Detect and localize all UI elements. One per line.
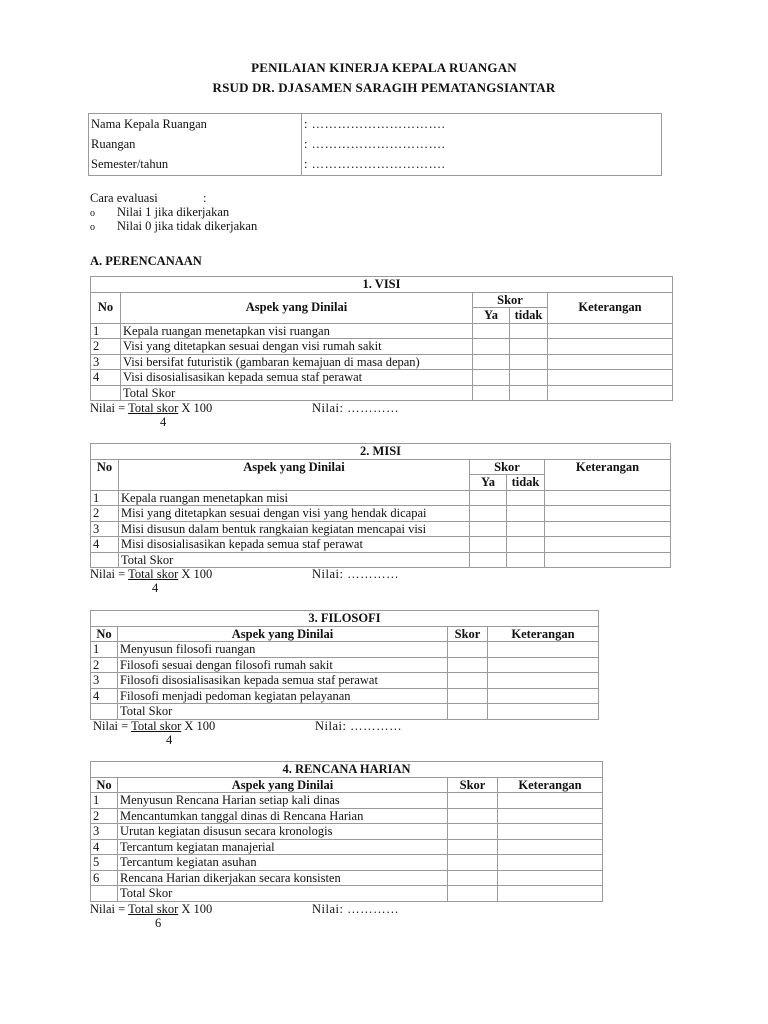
skor-cell[interactable] <box>448 642 488 658</box>
page-title: PENILAIAN KINERJA KEPALA RUANGAN <box>251 60 517 75</box>
col-keterangan: Keterangan <box>498 777 603 793</box>
col-skor: Skor <box>473 292 548 308</box>
keterangan-cell[interactable] <box>545 490 671 506</box>
skor-cell[interactable] <box>448 673 488 689</box>
table-row: 3 Urutan kegiatan disusun secara kronologis <box>91 824 603 840</box>
table-row: 3 Filosofi disosialisasikan kepada semua staf perawat <box>91 673 599 689</box>
skor-cell[interactable] <box>448 855 498 871</box>
keterangan-cell[interactable] <box>488 673 599 689</box>
col-skor: Skor <box>448 777 498 793</box>
keterangan-cell[interactable] <box>498 808 603 824</box>
table-row: 2 Misi yang ditetapkan sesuai dengan visi yang hendak dicapai <box>91 506 671 522</box>
keterangan-cell[interactable] <box>498 870 603 886</box>
identity-label: Semester/tahun <box>91 157 169 172</box>
nilai-divisor: 6 <box>155 916 162 930</box>
nilai-formula: Nilai = Total skor X 100 <box>93 719 216 733</box>
ya-cell[interactable] <box>470 537 507 553</box>
keterangan-cell[interactable] <box>498 793 603 809</box>
nilai-formula: Nilai = Total skor X 100 <box>90 902 213 916</box>
table-row: 4 Visi disosialisasikan kepada semua staf perawat <box>91 370 673 386</box>
total-row: Total Skor <box>91 886 603 902</box>
table-row: 1 Menyusun Rencana Harian setiap kali dinas <box>91 793 603 809</box>
identity-value-field[interactable]: : …………………………. <box>302 114 662 135</box>
evaluation-item: o Nilai 1 jika dikerjakan <box>90 205 230 219</box>
skor-cell[interactable] <box>448 793 498 809</box>
ya-cell[interactable] <box>473 354 510 370</box>
skor-cell[interactable] <box>448 808 498 824</box>
nilai-result[interactable]: Nilai: ………… <box>312 567 400 581</box>
bullet-icon: o <box>90 222 95 233</box>
keterangan-cell[interactable] <box>498 824 603 840</box>
tidak-cell[interactable] <box>510 323 548 339</box>
nilai-divisor: 4 <box>166 733 173 747</box>
keterangan-cell[interactable] <box>548 354 673 370</box>
table-row: 1 Kepala ruangan menetapkan misi <box>91 490 671 506</box>
filosofi-table <box>90 610 599 720</box>
evaluation-label: Cara evaluasi <box>90 191 158 205</box>
table-row: 2 Filosofi sesuai dengan filosofi rumah sakit <box>91 657 599 673</box>
tidak-cell[interactable] <box>510 339 548 355</box>
identity-value-field[interactable]: : …………………………. <box>302 155 662 176</box>
page-subtitle: RSUD DR. DJASAMEN SARAGIH PEMATANGSIANTAR <box>212 80 556 95</box>
table-title: 3. FILOSOFI <box>91 611 599 627</box>
col-aspek: Aspek yang Dinilai <box>118 626 448 642</box>
col-keterangan: Keterangan <box>488 626 599 642</box>
ya-total-cell[interactable] <box>473 385 510 401</box>
identity-label: Ruangan <box>91 137 136 151</box>
col-no: No <box>91 292 121 323</box>
table-row: 5 Tercantum kegiatan asuhan <box>91 855 603 871</box>
keterangan-cell[interactable] <box>488 657 599 673</box>
keterangan-cell[interactable] <box>548 339 673 355</box>
table-title: 4. RENCANA HARIAN <box>91 762 603 778</box>
tidak-cell[interactable] <box>507 537 545 553</box>
tidak-cell[interactable] <box>507 521 545 537</box>
nilai-divisor: 4 <box>160 415 167 429</box>
col-keterangan: Keterangan <box>548 292 673 323</box>
col-tidak: tidak <box>510 308 548 324</box>
keterangan-cell[interactable] <box>545 506 671 522</box>
col-no: No <box>91 777 118 793</box>
keterangan-cell[interactable] <box>548 370 673 386</box>
identity-value-field[interactable]: : …………………………. <box>302 134 662 155</box>
ya-cell[interactable] <box>473 339 510 355</box>
ya-total-cell[interactable] <box>470 552 507 568</box>
col-no: No <box>91 459 119 490</box>
identity-row <box>89 155 662 176</box>
col-aspek: Aspek yang Dinilai <box>119 459 470 490</box>
col-skor: Skor <box>448 626 488 642</box>
nilai-formula: Nilai = Total skor X 100 <box>90 567 213 581</box>
skor-total-cell[interactable] <box>448 886 498 902</box>
visi-table <box>90 276 673 401</box>
ya-cell[interactable] <box>473 370 510 386</box>
ya-cell[interactable] <box>473 323 510 339</box>
table-row: 6 Rencana Harian dikerjakan secara konsisten <box>91 870 603 886</box>
table-row: 4 Filosofi menjadi pedoman kegiatan pelayanan <box>91 688 599 704</box>
nilai-result[interactable]: Nilai: ………… <box>315 719 403 733</box>
ya-cell[interactable] <box>470 521 507 537</box>
skor-cell[interactable] <box>448 688 488 704</box>
tidak-cell[interactable] <box>507 490 545 506</box>
col-keterangan: Keterangan <box>545 459 671 490</box>
total-row: Total Skor <box>91 385 673 401</box>
skor-total-cell[interactable] <box>448 704 488 720</box>
nilai-formula: Nilai = Total skor X 100 <box>90 401 213 415</box>
tidak-cell[interactable] <box>507 506 545 522</box>
nilai-divisor: 4 <box>152 581 159 595</box>
col-tidak: tidak <box>507 475 545 491</box>
evaluation-colon: : <box>203 191 207 205</box>
nilai-result[interactable]: Nilai: ………… <box>312 401 400 415</box>
tidak-cell[interactable] <box>510 370 548 386</box>
ya-cell[interactable] <box>470 490 507 506</box>
tidak-total-cell[interactable] <box>507 552 545 568</box>
keterangan-cell[interactable] <box>545 537 671 553</box>
skor-cell[interactable] <box>448 657 488 673</box>
evaluation-item: o Nilai 0 jika tidak dikerjakan <box>90 219 258 233</box>
col-no: No <box>91 626 118 642</box>
skor-cell[interactable] <box>448 870 498 886</box>
nilai-result[interactable]: Nilai: ………… <box>312 902 400 916</box>
rencana-harian-table <box>90 761 603 902</box>
col-ya: Ya <box>473 308 510 324</box>
keterangan-cell[interactable] <box>498 855 603 871</box>
tidak-cell[interactable] <box>510 354 548 370</box>
identity-row <box>89 134 662 155</box>
identity-row <box>89 114 662 135</box>
keterangan-cell[interactable] <box>498 839 603 855</box>
table-title: 1. VISI <box>91 277 673 293</box>
bullet-icon: o <box>90 208 95 219</box>
keterangan-cell[interactable] <box>548 323 673 339</box>
keterangan-cell[interactable] <box>545 521 671 537</box>
table-title: 2. MISI <box>91 444 671 460</box>
identity-table <box>88 113 662 176</box>
skor-cell[interactable] <box>448 824 498 840</box>
total-row: Total Skor <box>91 552 671 568</box>
table-row: 3 Misi disusun dalam bentuk rangkaian kegiatan mencapai visi <box>91 521 671 537</box>
col-skor: Skor <box>470 459 545 475</box>
table-row: 3 Visi bersifat futuristik (gambaran kemajuan di masa depan) <box>91 354 673 370</box>
col-ya: Ya <box>470 475 507 491</box>
skor-cell[interactable] <box>448 839 498 855</box>
table-row: 4 Misi disosialisasikan kepada semua staf perawat <box>91 537 671 553</box>
table-row: 1 Kepala ruangan menetapkan visi ruangan <box>91 323 673 339</box>
identity-label: Nama Kepala Ruangan <box>91 116 207 131</box>
keterangan-cell[interactable] <box>488 688 599 704</box>
table-row: 1 Menyusun filosofi ruangan <box>91 642 599 658</box>
table-row: 4 Tercantum kegiatan manajerial <box>91 839 603 855</box>
ya-cell[interactable] <box>470 506 507 522</box>
table-row: 2 Mencantumkan tanggal dinas di Rencana Harian <box>91 808 603 824</box>
section-title: A. PERENCANAAN <box>90 254 202 268</box>
misi-table <box>90 443 671 568</box>
table-row: 2 Visi yang ditetapkan sesuai dengan visi rumah sakit <box>91 339 673 355</box>
keterangan-cell[interactable] <box>488 642 599 658</box>
col-aspek: Aspek yang Dinilai <box>121 292 473 323</box>
tidak-total-cell[interactable] <box>510 385 548 401</box>
col-aspek: Aspek yang Dinilai <box>118 777 448 793</box>
total-row: Total Skor <box>91 704 599 720</box>
